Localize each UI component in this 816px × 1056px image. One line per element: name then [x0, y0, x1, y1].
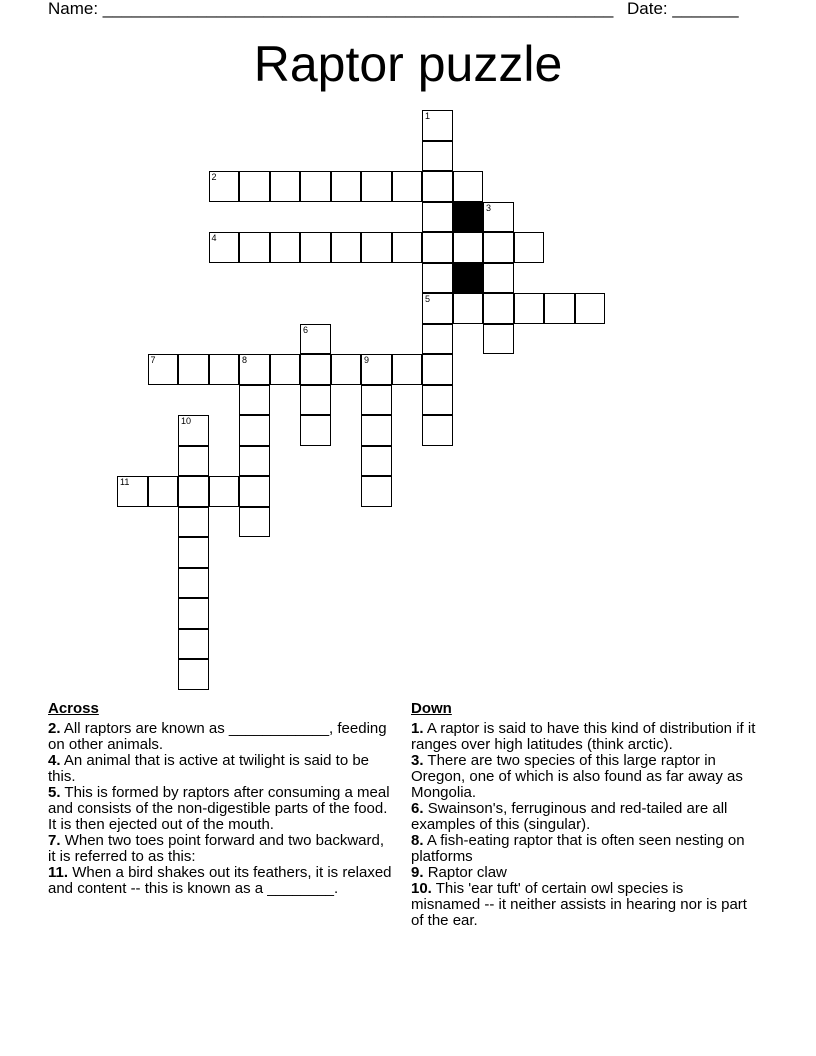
page-title: Raptor puzzle	[253, 36, 563, 92]
clue-number: 2	[211, 172, 217, 182]
grid-cell[interactable]	[392, 171, 423, 202]
grid-cell[interactable]	[209, 232, 240, 263]
grid-cell[interactable]	[239, 507, 270, 538]
clue-down-9: 9. Raptor claw	[411, 864, 507, 881]
grid-cell[interactable]	[575, 293, 606, 324]
clue-number: 4	[211, 233, 217, 243]
grid-cell[interactable]	[422, 293, 453, 324]
clue-across-5: 5. This is formed by raptors after consuming a meal and consists of the non-digestible parts of the food. It is then ejected out of the mouth.	[48, 784, 390, 833]
down-clues	[411, 701, 756, 929]
grid-cell[interactable]	[422, 354, 453, 385]
grid-cell[interactable]	[514, 293, 545, 324]
grid-cell[interactable]	[544, 293, 575, 324]
grid-cell[interactable]	[270, 171, 301, 202]
grid-cell[interactable]	[239, 476, 270, 507]
grid-cell[interactable]	[453, 232, 484, 263]
grid-cell[interactable]	[361, 171, 392, 202]
grid-cell[interactable]	[178, 537, 209, 568]
grid-cell[interactable]	[300, 171, 331, 202]
grid-block	[453, 263, 484, 294]
grid-cell[interactable]	[361, 354, 392, 385]
grid-cell[interactable]	[453, 171, 484, 202]
grid-cell[interactable]	[178, 354, 209, 385]
grid-cell[interactable]	[422, 110, 453, 141]
grid-cell[interactable]	[239, 232, 270, 263]
clue-number: 7	[150, 355, 156, 365]
grid-cell[interactable]	[270, 232, 301, 263]
grid-cell[interactable]	[239, 385, 270, 416]
grid-cell[interactable]	[178, 415, 209, 446]
clue-down-3: 3. There are two species of this large raptor in Oregon, one of which is also found as far away as Mongolia.	[411, 752, 743, 801]
grid-cell[interactable]	[209, 171, 240, 202]
grid-cell[interactable]	[514, 232, 545, 263]
grid-cell[interactable]	[239, 354, 270, 385]
clue-number: 5	[425, 294, 431, 304]
grid-cell[interactable]	[331, 171, 362, 202]
grid-cell[interactable]	[422, 232, 453, 263]
clue-across-4: 4. An animal that is active at twilight is said to be this.	[48, 752, 370, 785]
clue-across-11: 11. When a bird shakes out its feathers, it is relaxed and content -- this is known as a ________.	[48, 864, 392, 897]
grid-cell[interactable]	[483, 293, 514, 324]
grid-cell[interactable]	[239, 171, 270, 202]
grid-cell[interactable]	[392, 232, 423, 263]
grid-cell[interactable]	[483, 202, 514, 233]
across-clues	[48, 701, 393, 897]
grid-cell[interactable]	[483, 324, 514, 355]
grid-cell[interactable]	[209, 476, 240, 507]
grid-cell[interactable]	[239, 415, 270, 446]
grid-cell[interactable]	[178, 568, 209, 599]
clue-across-2: 2. All raptors are known as ____________, feeding on other animals.	[48, 720, 387, 753]
clue-down-6: 6. Swainson's, ferruginous and red-tailed are all examples of this (singular).	[411, 800, 728, 833]
grid-cell[interactable]	[422, 324, 453, 355]
clue-number: 9	[364, 355, 370, 365]
grid-cell[interactable]	[300, 324, 331, 355]
clue-number: 6	[303, 324, 309, 335]
clue-number: 1	[425, 111, 431, 121]
grid-cell[interactable]	[300, 354, 331, 385]
grid-cell[interactable]	[270, 354, 301, 385]
clue-down-10: 10. This 'ear tuft' of certain owl species is misnamed -- it neither assists in hearing nor is part of the ear.	[411, 880, 747, 929]
grid-cell[interactable]	[361, 232, 392, 263]
clue-down-8: 8. A fish-eating raptor that is often seen nesting on platforms	[411, 832, 745, 865]
grid-block	[453, 202, 484, 233]
grid-cell[interactable]	[300, 232, 331, 263]
grid-cell[interactable]	[178, 507, 209, 538]
grid-cell[interactable]	[422, 171, 453, 202]
grid-cell[interactable]	[331, 232, 362, 263]
grid-cell[interactable]	[422, 202, 453, 233]
grid-cell[interactable]	[239, 446, 270, 477]
down-heading: Down	[411, 700, 452, 717]
grid-cell[interactable]	[422, 263, 453, 294]
grid-cell[interactable]	[453, 293, 484, 324]
grid-cell[interactable]	[483, 232, 514, 263]
clue-number: 3	[486, 202, 492, 213]
grid-cell[interactable]	[178, 659, 209, 690]
grid-cell[interactable]	[178, 476, 209, 507]
grid-cell[interactable]	[361, 415, 392, 446]
grid-cell[interactable]	[178, 598, 209, 629]
clue-number: 11	[120, 477, 130, 487]
grid-cell[interactable]	[422, 385, 453, 416]
grid-cell[interactable]	[331, 354, 362, 385]
across-heading: Across	[48, 700, 99, 717]
grid-cell[interactable]	[361, 446, 392, 477]
grid-cell[interactable]	[178, 446, 209, 477]
grid-cell[interactable]	[300, 415, 331, 446]
grid-cell[interactable]	[483, 263, 514, 294]
grid-cell[interactable]	[178, 629, 209, 660]
grid-cell[interactable]	[422, 415, 453, 446]
grid-cell[interactable]	[117, 476, 148, 507]
grid-cell[interactable]	[422, 141, 453, 172]
grid-cell[interactable]	[300, 385, 331, 416]
clue-across-7: 7. When two toes point forward and two backward, it is referred to as this:	[48, 832, 385, 865]
clue-number: 8	[242, 355, 248, 365]
grid-cell[interactable]	[148, 354, 179, 385]
clue-number: 10	[181, 416, 192, 426]
grid-cell[interactable]	[148, 476, 179, 507]
grid-cell[interactable]	[209, 354, 240, 385]
grid-cell[interactable]	[361, 385, 392, 416]
date-field-label[interactable]: Date: _______	[627, 0, 739, 18]
clue-down-1: 1. A raptor is said to have this kind of distribution if it ranges over high latitudes (think arctic).	[411, 720, 756, 753]
name-field-label[interactable]: Name: ______________________________________________________	[48, 0, 614, 18]
grid-cell[interactable]	[361, 476, 392, 507]
grid-cell[interactable]	[392, 354, 423, 385]
